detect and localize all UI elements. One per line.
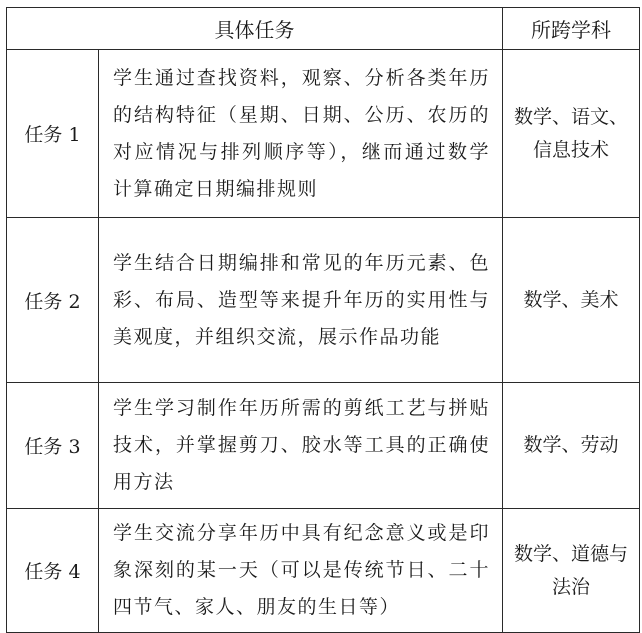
header-task: 具体任务 xyxy=(7,8,503,50)
task-subjects: 数学、劳动 xyxy=(503,383,640,509)
task-id: 任务 3 xyxy=(7,383,99,509)
table-row xyxy=(7,509,640,633)
table-row xyxy=(7,50,640,218)
task-id: 任务 4 xyxy=(7,509,99,633)
header-subjects: 所跨学科 xyxy=(503,8,640,50)
task-description: 学生通过查找资料，观察、分析各类年历的结构特征（星期、日期、公历、农历的对应情况与排列顺序等），继而通过数学计算确定日期编排规则 xyxy=(99,50,503,218)
task-subjects: 数学、语文、信息技术 xyxy=(503,50,640,218)
task-subjects: 数学、美术 xyxy=(503,218,640,383)
task-subjects: 数学、道德与法治 xyxy=(503,509,640,633)
table-row xyxy=(7,383,640,509)
task-description: 学生结合日期编排和常见的年历元素、色彩、布局、造型等来提升年历的实用性与美观度，并组织交流，展示作品功能 xyxy=(99,218,503,383)
task-id: 任务 2 xyxy=(7,218,99,383)
header-row xyxy=(7,8,640,50)
table-row xyxy=(7,218,640,383)
task-description: 学生交流分享年历中具有纪念意义或是印象深刻的某一天（可以是传统节日、二十四节气、家人、朋友的生日等） xyxy=(99,509,503,633)
task-id: 任务 1 xyxy=(7,50,99,218)
task-description: 学生学习制作年历所需的剪纸工艺与拼贴技术，并掌握剪刀、胶水等工具的正确使用方法 xyxy=(99,383,503,509)
task-table xyxy=(6,7,640,633)
